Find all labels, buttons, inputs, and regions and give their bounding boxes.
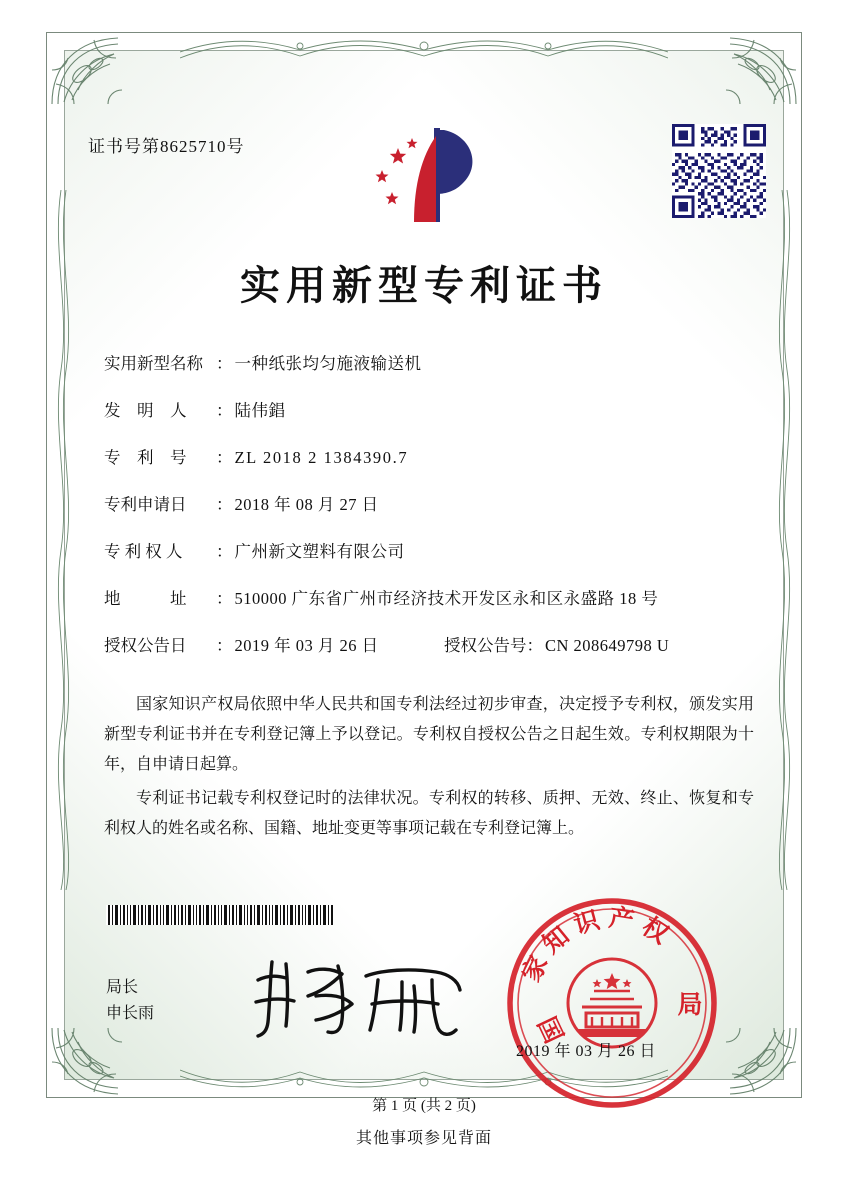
grant-number-group <box>444 632 669 656</box>
field-label: 专 利 号 <box>104 448 187 467</box>
field-value: 陆伟錩 <box>234 401 286 420</box>
director-handwritten-signature-icon <box>246 950 476 1042</box>
qr-code-icon <box>672 124 766 218</box>
svg-text:国: 国 <box>531 1013 569 1052</box>
grant-date-colon: ： <box>216 636 233 655</box>
grant-date-label: 授权公告日 <box>104 636 187 655</box>
paragraph-1: 国家知识产权局依照中华人民共和国专利法经过初步审查，决定授予专利权，颁发实用新型专利证书并在专利登记簿上予以登记。专利权自授权公告之日起生效。专利权期限为十年，自申请日起算。 <box>104 696 754 773</box>
field-row-application-date <box>104 491 754 538</box>
grant-number-label: 授权公告号 <box>444 636 527 655</box>
field-colon: ： <box>216 354 233 373</box>
field-label: 专利申请日 <box>104 495 187 514</box>
field-list <box>104 350 754 679</box>
field-row-inventor <box>104 397 754 444</box>
field-label: 发 明 人 <box>104 401 187 420</box>
field-row-patentee <box>104 538 754 585</box>
field-row-patent-number <box>104 444 754 491</box>
certificate-content <box>64 50 784 1114</box>
field-colon: ： <box>216 589 233 608</box>
footer-note: 其他事项参见背面 <box>355 1130 492 1147</box>
director-name: 申长雨 <box>106 1005 155 1022</box>
signature-block <box>106 975 154 1027</box>
page-number: 第 1 页 (共 2 页) <box>372 1098 476 1114</box>
field-value: 510000 广东省广州市经济技术开发区永和区永盛路 18 号 <box>234 589 659 608</box>
page-title: 实用新型专利证书 <box>240 263 608 308</box>
field-value: 一种纸张均匀施液输送机 <box>234 354 422 373</box>
grant-date-value: 2019 年 03 月 26 日 <box>234 636 379 655</box>
field-label: 实用新型名称 <box>104 354 203 373</box>
official-red-seal-icon <box>504 895 720 1111</box>
field-colon: ： <box>216 448 233 467</box>
grant-number-colon: ： <box>526 636 543 655</box>
field-row-name <box>104 350 754 397</box>
seal-date: 2019 年 03 月 26 日 <box>516 1043 657 1060</box>
barcode-icon <box>106 905 334 925</box>
legal-text <box>104 690 754 848</box>
field-colon: ： <box>216 542 233 561</box>
field-value: ZL 2018 2 1384390.7 <box>234 448 409 467</box>
certificate-number: 证书号第8625710号 <box>88 137 245 156</box>
field-label: 地 址 <box>104 589 187 608</box>
field-label: 专 利 权 人 <box>104 542 183 561</box>
svg-text:局: 局 <box>677 992 703 1019</box>
paragraph-2: 专利证书记载专利权登记时的法律状况。专利权的转移、质押、无效、终止、恢复和专利权人的姓名或名称、国籍、地址变更等事项记载在专利登记簿上。 <box>104 790 754 837</box>
grant-number-value: CN 208649798 U <box>545 636 670 655</box>
field-value: 广州新文塑料有限公司 <box>234 542 405 561</box>
field-row-grant-announcement <box>104 632 754 679</box>
cnipa-logo-icon <box>364 122 496 232</box>
field-colon: ： <box>216 495 233 514</box>
field-row-address <box>104 585 754 632</box>
field-colon: ： <box>216 401 233 420</box>
field-value: 2018 年 08 月 27 日 <box>234 495 379 514</box>
svg-text:家知识产权: 家知识产权 <box>518 904 679 987</box>
director-title: 局长 <box>106 979 139 996</box>
